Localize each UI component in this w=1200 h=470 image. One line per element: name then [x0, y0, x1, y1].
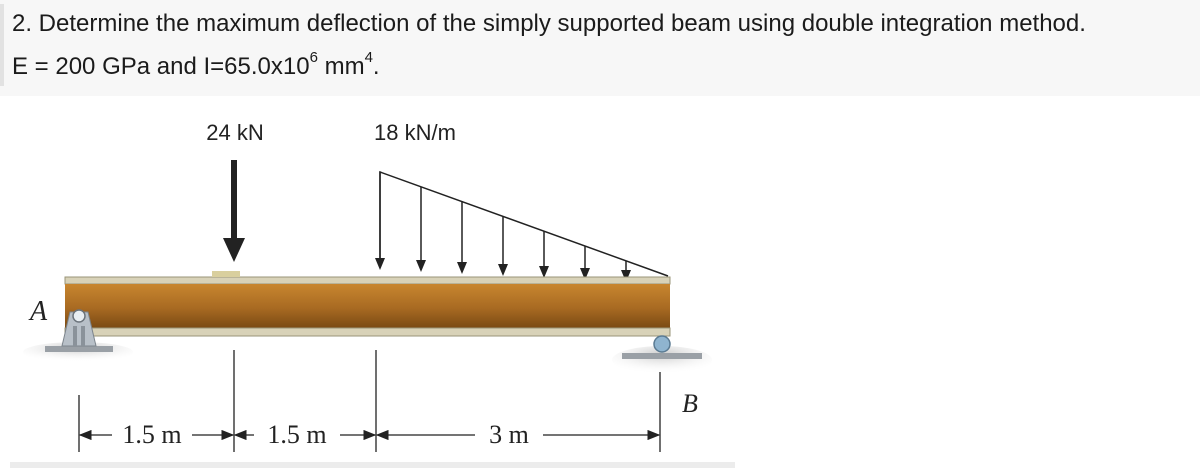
distributed-load-label: 18 kN/m	[374, 120, 456, 145]
question-line-1: 2. Determine the maximum deflection of the simply supported beam using double integration method.	[12, 10, 1086, 37]
question-text	[0, 0, 1200, 96]
support-b-roller	[612, 336, 712, 374]
dimension-3-label: 3 m	[489, 420, 529, 449]
point-load-label: 24 kN	[206, 120, 264, 145]
unit-text: mm	[317, 53, 365, 80]
support-b-label: B	[682, 389, 698, 418]
quote-bar	[0, 4, 4, 86]
support-a-label: A	[30, 296, 48, 327]
dimension-1-label: 1.5 m	[122, 420, 182, 449]
point-load-arrow	[223, 160, 245, 262]
modulus-text: E = 200 GPa and I=65.0x10	[12, 53, 310, 80]
question-line-2	[12, 49, 380, 81]
bottom-divider	[10, 462, 735, 468]
exponent-6: 6	[309, 49, 318, 66]
beam	[65, 271, 670, 336]
beam-figure	[0, 96, 760, 470]
period: .	[372, 53, 380, 80]
dimension-2-label: 1.5 m	[267, 420, 327, 449]
exponent-4: 4	[364, 49, 373, 66]
